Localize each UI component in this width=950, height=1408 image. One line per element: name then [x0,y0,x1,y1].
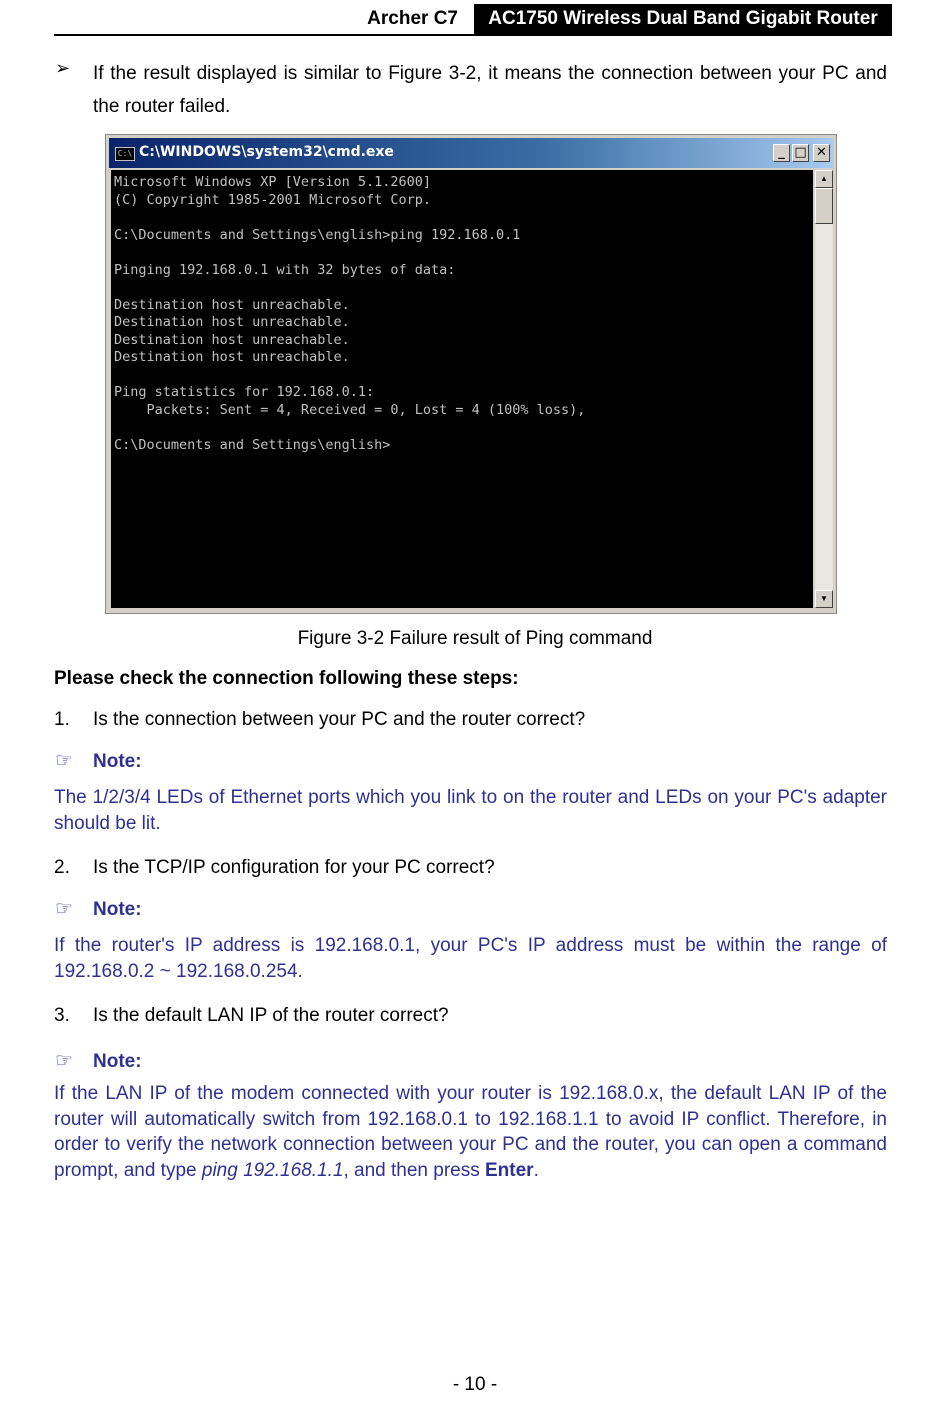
page-number: - 10 - [452,1374,498,1395]
cmd-title: C:\WINDOWS\system32\cmd.exe [139,144,394,160]
scroll-thumb[interactable] [815,188,833,224]
note-heading [55,748,142,773]
step-text: Is the TCP/IP configuration for your PC correct? [93,857,495,878]
minimize-button[interactable]: _ [773,144,790,162]
step-number: 3. [54,1005,70,1026]
page-header [54,4,892,34]
step-text: Is the connection between your PC and the router correct? [93,709,586,730]
note-heading [55,896,142,921]
step-number: 2. [54,857,70,878]
pointing-hand-icon: ☞ [55,1050,73,1072]
note-text-end: . [533,1159,539,1181]
check-heading: Please check the connection following these steps: [54,668,519,689]
console-output: Microsoft Windows XP [Version 5.1.2600] (C) Copyright 1985-2001 Microsoft Corp. C:\Documents and Settings\english>ping 192.168.0.1 Pinging 192.168.0.1 with 32 bytes of data: Destination host unreachable. Destination host unreachable. Destination host unreachable. Destination host unreachable. Ping statistics for 192.168.0.1: Packets: Sent = 4, Received = 0, Lost = 4 (100% loss), C:\Documents and Settings\english> [111,170,813,608]
figure-caption: Figure 3-2 Failure result of Ping command [297,628,653,649]
header-model: Archer C7 [367,8,458,29]
bullet-arrow-icon: ➢ [55,58,71,78]
close-button[interactable]: ✕ [813,144,830,162]
note-text: If the router's IP address is 192.168.0.1, your PC's IP address must be within the range of 192.168.0.2 ~ 192.168.0.254. [54,935,887,982]
step-text: Is the default LAN IP of the router correct? [93,1005,449,1026]
step-number: 1. [54,709,70,730]
pointing-hand-icon: ☞ [55,898,73,920]
cmd-window-frame [109,138,833,610]
ping-command: ping 192.168.1.1 [201,1159,344,1181]
vertical-scrollbar[interactable] [815,170,833,608]
note-label: Note: [93,899,142,920]
scroll-up-icon[interactable]: ▲ [815,170,833,188]
header-rule [54,34,892,36]
pointing-hand-icon: ☞ [55,750,73,772]
cmd-titlebar [109,138,833,168]
scroll-down-icon[interactable]: ▼ [815,590,833,608]
note-label: Note: [93,751,142,772]
cmd-window [105,134,837,614]
cmd-system-icon: C:\ [115,147,135,161]
intro-paragraph: If the result displayed is similar to Figure 3-2, it means the connection between your PC and the router failed. [93,63,887,117]
note-text: The 1/2/3/4 LEDs of Ethernet ports which you link to on the router and LEDs on your PC's adapter should be lit. [54,787,887,834]
note-label: Note: [93,1051,142,1072]
note-text-before: If the LAN IP of the modem connected with your router is 192.168.0.x, the default LAN IP of the router will automatically switch from 192.168.0.1 to 192.168.1.1 to avoid IP conflict. Therefore, in order to verify the network connection between your PC and the router, you can open a command prompt, and type [54,1083,887,1181]
enter-key: Enter [485,1159,534,1181]
note-heading [55,1048,142,1073]
maximize-button[interactable]: □ [792,144,809,162]
note-text [54,1081,887,1183]
note-text-middle: , and then press [343,1159,485,1181]
header-title: AC1750 Wireless Dual Band Gigabit Router [474,4,892,34]
